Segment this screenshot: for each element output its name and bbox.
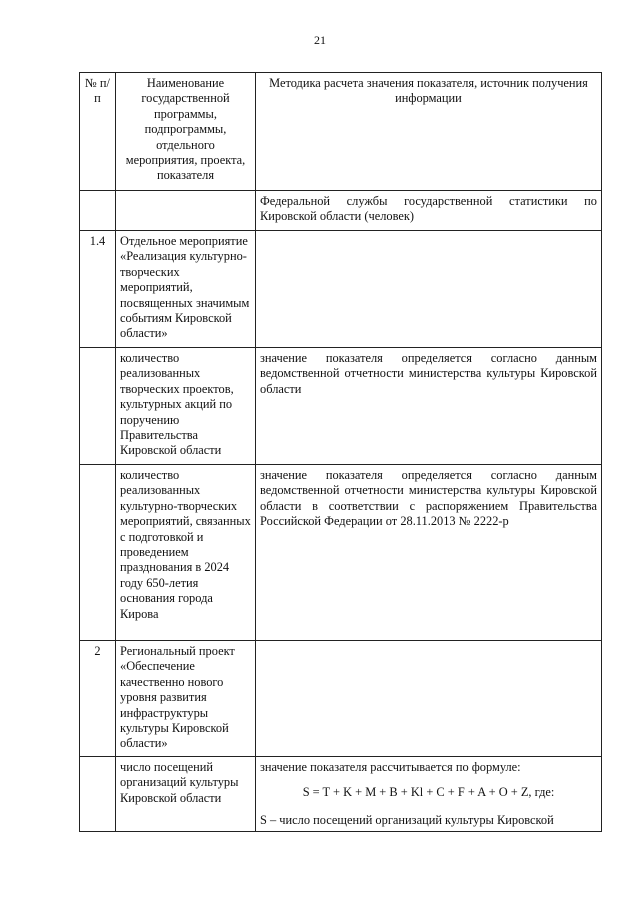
table-row (80, 231, 602, 348)
row-method (256, 757, 602, 832)
row-num: 2 (80, 641, 116, 757)
row-name (116, 191, 256, 231)
indicators-table (79, 72, 602, 832)
row-method (256, 231, 602, 348)
table-row (80, 191, 602, 231)
row-name: количество реализованных культурно-творческих мероприятий, связанных с подготовкой и проведением празднования в 2024 году 650-летия основания города Кирова (116, 465, 256, 641)
table-header-row (80, 73, 602, 191)
row-num (80, 757, 116, 832)
table-row (80, 641, 602, 757)
header-name: Наименование государственной программы, подпрограммы, отдельного мероприятия, проекта, показателя (116, 73, 256, 191)
header-num: № п/п (80, 73, 116, 191)
row-method: значение показателя определяется согласно данным ведомственной отчетности министерства культуры Кировской области в соответствии с распоряжением Правительства Российской Федерации от 28.11.2013 № 2222-р (256, 465, 602, 641)
row-method (256, 641, 602, 757)
row-num (80, 348, 116, 465)
table-row (80, 757, 602, 832)
row-name: Отдельное мероприятие «Реализация культурно-творческих мероприятий, посвященных значимым событиям Кировской области» (116, 231, 256, 348)
page-number: 21 (314, 33, 326, 47)
table-row (80, 348, 602, 465)
row-num: 1.4 (80, 231, 116, 348)
row-name: число посещений организаций культуры Кировской области (116, 757, 256, 832)
table-row (80, 465, 602, 641)
header-method: Методика расчета значения показателя, источник получения информации (256, 73, 602, 191)
row-method: Федеральной службы государственной статистики по Кировской области (человек) (256, 191, 602, 231)
row-name: Региональный проект «Обеспечение качественно нового уровня развития инфраструктуры культуры Кировской области» (116, 641, 256, 757)
method-intro: значение показателя рассчитывается по формуле: (260, 760, 521, 774)
row-num (80, 465, 116, 641)
row-num (80, 191, 116, 231)
method-continuation: S – число посещений организаций культуры Кировской (260, 812, 554, 827)
formula: S = T + K + M + B + Kl + C + F + A + O + Z, где: (302, 785, 555, 800)
row-name: количество реализованных творческих проектов, культурных акций по поручению Правительства Кировской области (116, 348, 256, 465)
row-method: значение показателя определяется согласно данным ведомственной отчетности министерства культуры Кировской области (256, 348, 602, 465)
